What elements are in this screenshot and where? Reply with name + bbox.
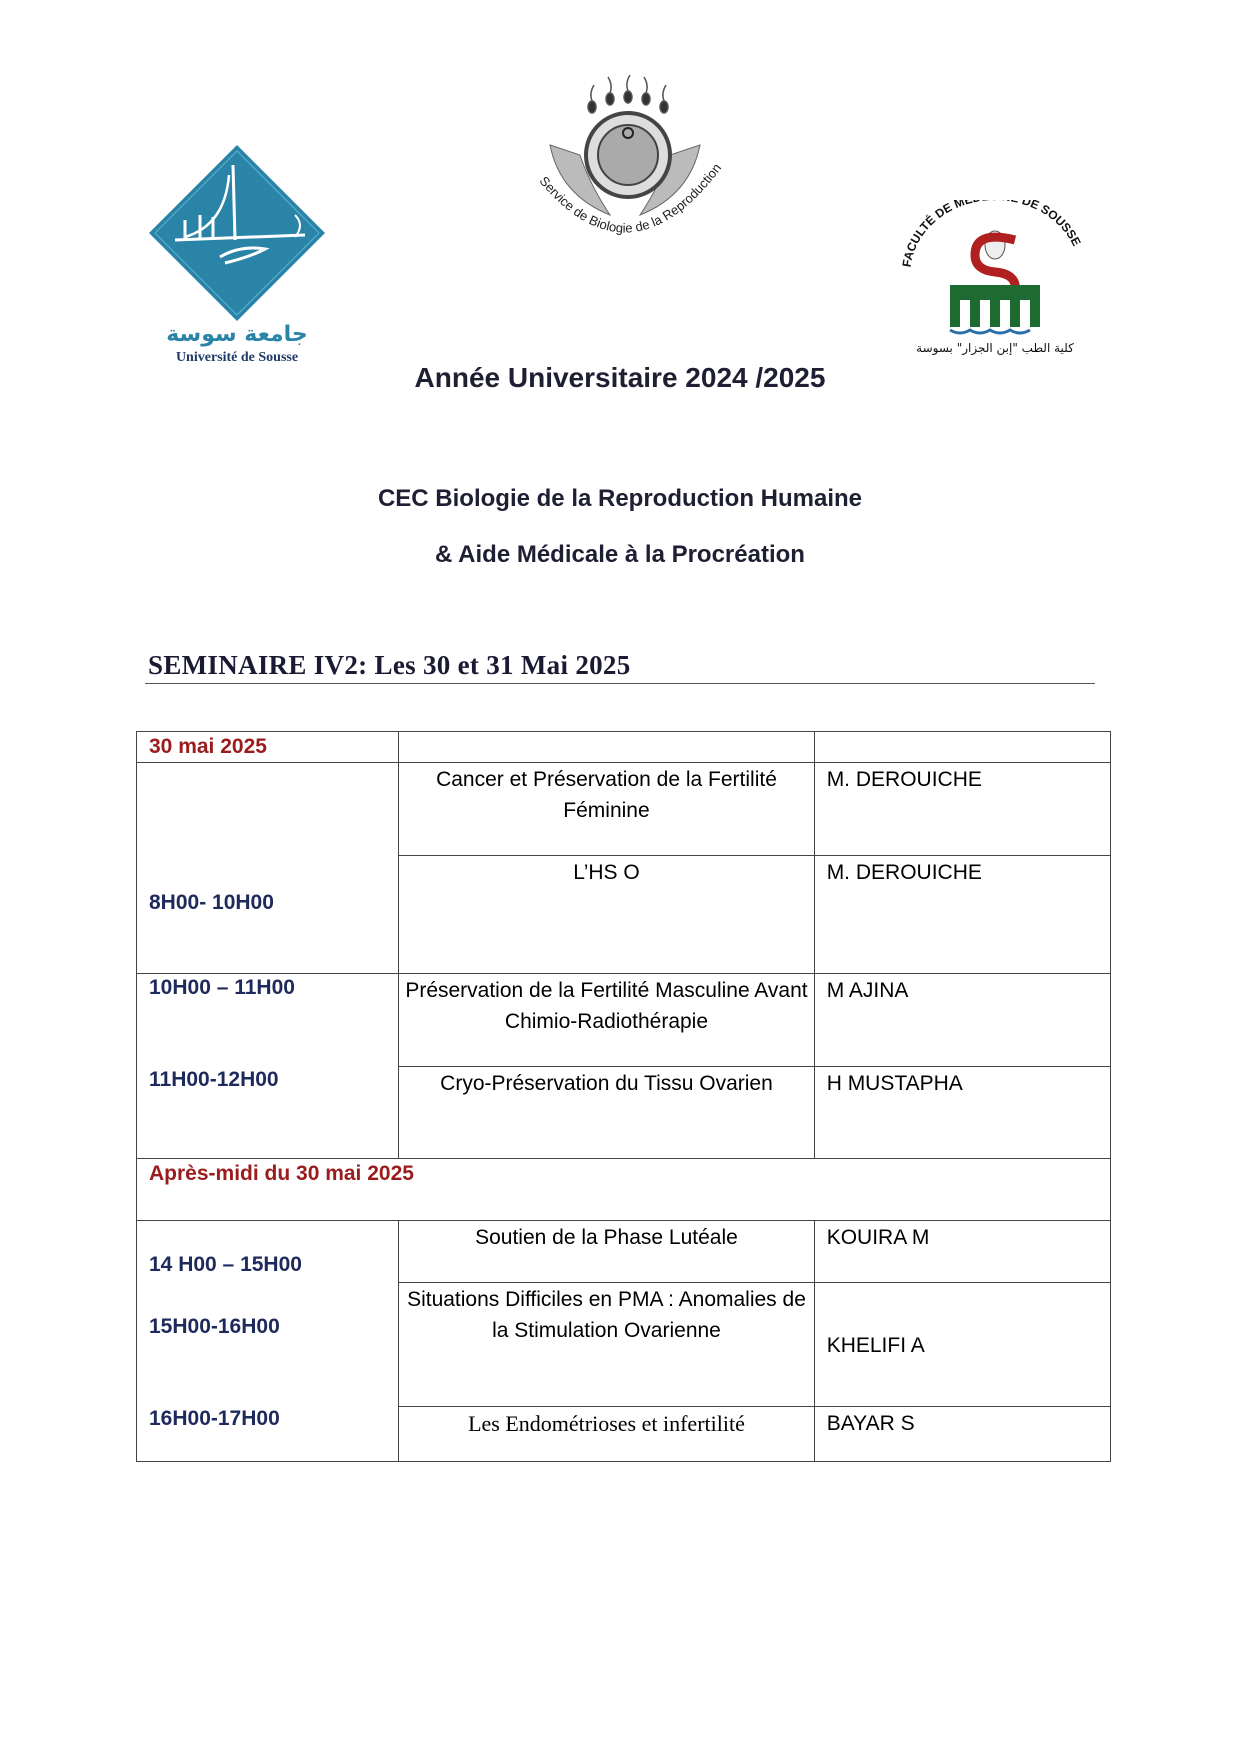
morning-date: 30 mai 2025 (137, 732, 399, 763)
table-row (137, 974, 1111, 1067)
session-speaker: M. DEROUICHE (814, 856, 1110, 974)
time-cell (137, 763, 399, 974)
time-cell (137, 1221, 399, 1462)
universite-de-sousse-logo (145, 145, 330, 365)
service-caption: Service de Biologie de la Reproduction (536, 160, 725, 236)
session-speaker: KHELIFI A (814, 1283, 1110, 1407)
course-title-line1: CEC Biologie de la Reproduction Humaine (377, 485, 863, 512)
empty-cell (814, 732, 1110, 763)
session-speaker: M AJINA (814, 974, 1110, 1067)
seminar-underline (145, 683, 1095, 684)
session-speaker: M. DEROUICHE (814, 763, 1110, 856)
faculty-arabic-name: كلية الطب "إبن الجزار" بسوسة (916, 341, 1074, 355)
session-speaker: KOUIRA M (814, 1221, 1110, 1283)
time-slot: 8H00- 10H00 (149, 891, 274, 914)
session-topic: Préservation de la Fertilité Masculine Avant Chimio-Radiothérapie (399, 974, 814, 1067)
session-speaker: H MUSTAPHA (814, 1066, 1110, 1159)
time-slot: 11H00-12H00 (149, 1068, 279, 1091)
time-cell (137, 974, 399, 1159)
session-topic: Cancer et Préservation de la Fertilité Féminine (399, 763, 814, 856)
empty-cell (399, 732, 814, 763)
session-topic: Les Endométrioses et infertilité (399, 1407, 814, 1462)
time-slot: 16H00-17H00 (149, 1407, 280, 1430)
service-biologie-reproduction-logo (510, 75, 740, 275)
table-row (137, 763, 1111, 856)
session-topic: Cryo-Préservation du Tissu Ovarien (399, 1066, 814, 1159)
time-slot: 15H00-16H00 (149, 1315, 280, 1338)
course-title-line2: & Aide Médicale à la Procréation (435, 541, 805, 568)
time-slot: 10H00 – 11H00 (149, 976, 295, 999)
session-topic: Situations Difficiles en PMA : Anomalies de la Stimulation Ovarienne (399, 1283, 814, 1407)
university-french-name: Université de Sousse (175, 350, 299, 365)
faculte-medecine-sousse-logo (890, 200, 1100, 360)
seminar-title: SEMINAIRE IV2: Les 30 et 31 Mai 2025 (148, 650, 631, 680)
table-row (137, 732, 1111, 763)
session-speaker: BAYAR S (814, 1407, 1110, 1462)
session-topic: L’HS O (399, 856, 814, 974)
table-row (137, 1159, 1111, 1221)
schedule-table (136, 731, 1111, 1462)
academic-year-heading: Année Universitaire 2024 /2025 (414, 362, 826, 393)
session-topic: Soutien de la Phase Lutéale (399, 1221, 814, 1283)
faculty-name: FACULTÉ DE M DE SOUSSE (899, 200, 1084, 269)
table-row (137, 1221, 1111, 1283)
afternoon-date: Après-midi du 30 mai 2025 (137, 1159, 1111, 1221)
university-arabic-name: جامعة سوسة (166, 322, 308, 347)
time-slot: 14 H00 – 15H00 (149, 1253, 302, 1276)
